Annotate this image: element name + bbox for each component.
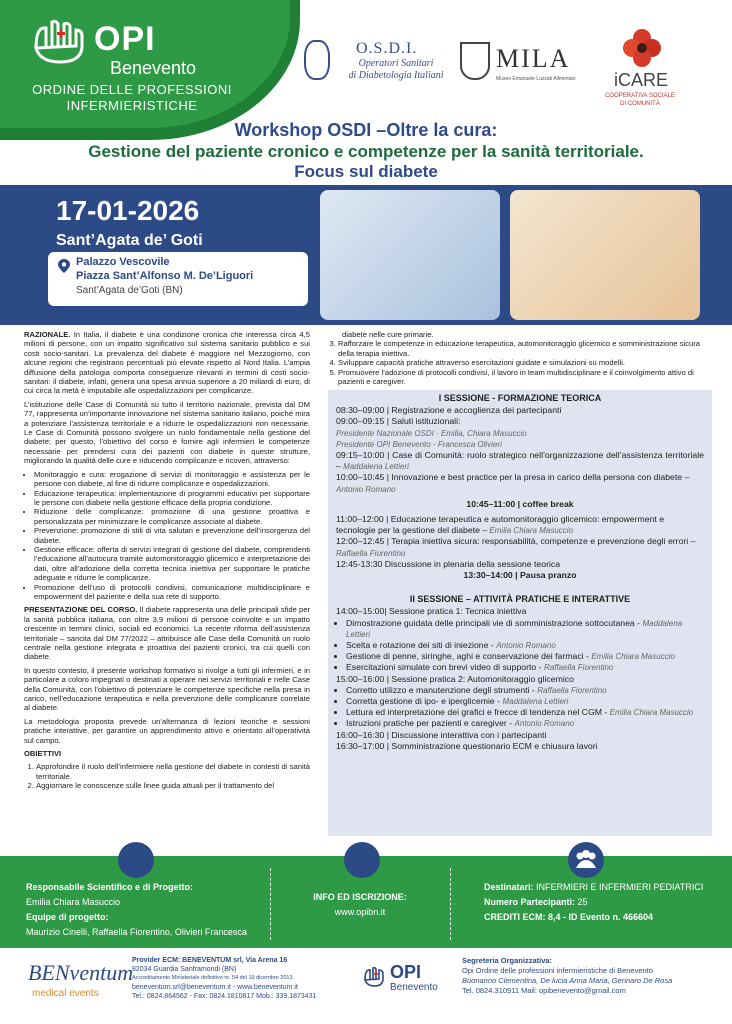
mila-crest-icon bbox=[460, 42, 490, 80]
opi-subtitle: ORDINE DELLE PROFESSIONI INFERMIERISTICHE bbox=[32, 82, 232, 113]
session-2-title: II SESSIONE – ATTIVITÀ PRATICHE E INTERATTIVE bbox=[409, 594, 631, 605]
equipe-label: Equipe di progetto: bbox=[26, 912, 109, 922]
icare-title: iCARE bbox=[614, 70, 669, 90]
destinatari: Destinatari: INFERMIERI E INFERMIERI PEDIATRICI bbox=[484, 882, 704, 892]
list-item: • Riduzione delle complicanze: promozione di una gestione proattiva e personalizzata per minimizzare le complicanze associate al diabete. bbox=[34, 507, 310, 526]
venue-street: Piazza Sant’Alfonso M. De’Liguori bbox=[76, 270, 254, 282]
event-place: Sant’Agata de’ Goti bbox=[56, 232, 203, 249]
list-item: • Corretta gestione di ipo- e iperglicemie - Maddalena Lettieri bbox=[346, 696, 704, 707]
segreteria-info: Segreteria Organizzativa: Opi Ordine delle professioni infermieristiche di Benevento Buonanno Clementina, De lucia Anna Maria, Gennaro De Rosa Tel. 0824.310911 Mail: opibenevento@gmail.com bbox=[462, 956, 673, 995]
razionale-paragraph-2: L’istituzione delle Case di Comunità su tutto il territorio nazionale, prevista dal DM 77, rappresenta un’importante innovazione nel sistema sanitario italiano, poiché mira a potenziare l’assistenza territoriale e a ridurre le ospedalizzazioni non necessarie. Le Case di Comunità possono svolgere un ruolo fondamentale nella gestione del diabete; per questo, l’obiettivo del corso è fornire agli infermieri le competenze necessarie per prendersi cura dei pazienti con diabete in queste strutture, migliorando la qualità delle cure e riducendo complicanze e ricoveri, attraverso: bbox=[24, 399, 310, 466]
crediti-ecm: CREDITI ECM: 8,4 - ID Evento n. 466604 bbox=[484, 912, 654, 922]
list-item: • Prevenzione: promozione di stili di vita salutari e prevenzione dell’insorgenza del diabete. bbox=[34, 526, 310, 545]
healthy-food-photo bbox=[510, 190, 700, 320]
beneventum-subtitle: medical events bbox=[32, 988, 99, 999]
list-item: • Dimostrazione guidata delle principali vie di somministrazione sottocutanea - Maddalena Lettieri bbox=[346, 618, 704, 640]
list-item: • Monitoraggio e cura: erogazione di servizi di monitoraggio e assistenza per le persone con diabete, al fine di ridurre complicanze e ospedalizzazioni. bbox=[34, 470, 310, 489]
footer-divider bbox=[270, 868, 271, 940]
program-row: 12:45-13:30 Discussione in plenaria della sessione teorica bbox=[336, 558, 561, 569]
lunch-break: 13:30–14:00 | Pausa pranzo bbox=[463, 570, 577, 581]
program-row: 08:30–09:00 | Registrazione e accoglienza dei partecipanti bbox=[336, 405, 562, 416]
session-1-title: I SESSIONE - FORMAZIONE TEORICA bbox=[438, 393, 602, 403]
left-column bbox=[24, 330, 310, 791]
venue-name: Palazzo Vescovile bbox=[76, 256, 170, 268]
speaker: Antonio Romano bbox=[336, 484, 396, 494]
speaker: Presidente OPI Benevento - Francesca Olivieri bbox=[336, 439, 502, 449]
info-site-link[interactable]: www.opibn.it bbox=[334, 907, 386, 917]
responsabile-label: Responsabile Scientifico e di Progetto: bbox=[26, 882, 194, 892]
program-row: 11:00–12:00 | Educazione terapeutica e automonitoraggio glicemico: empowerment e tecnologie per la gestione del diabete – Emilia Chiara Masuccio bbox=[336, 514, 665, 536]
list-item: 1. Approfondire il ruolo dell’infermiere nella gestione del diabete in contesti di sanità territoriale. bbox=[36, 762, 310, 781]
list-item: 3. Rafforzare le competenze in educazione terapeutica, automonitoraggio glicemico e somministrazione sicura della terapia iniettiva. bbox=[338, 339, 708, 358]
list-item: • Lettura ed interpretazione dei grafici e frecce di tendenza nel CGM - Emilia Chiara Masuccio bbox=[346, 707, 704, 718]
mila-subtitle: Museo Emanuele Luzzati Alimentari bbox=[496, 76, 576, 82]
program-row: 09:15–10:00 | Case di Comunità: ruolo strategico nell’organizzazione dell’assistenza territoriale – Maddalena Lettieri bbox=[336, 450, 704, 472]
list-item: • Educazione terapeutica: implementazione di programmi educativi per supportare le persone con diabete nella gestione efficace della propria condizione. bbox=[34, 489, 310, 508]
list-item: • Promozione dell’uso di protocolli condivisi, comunicazione multidisciplinare e empowerment del paziente e della sua rete di supporto. bbox=[34, 583, 310, 602]
list-item: • Gestione di penne, siringhe, aghi e conservazione dei farmaci - Emilia Chiara Masuccio bbox=[346, 651, 704, 662]
opi-small-logo: OPI Benevento bbox=[360, 962, 450, 998]
program bbox=[328, 392, 712, 752]
footer-circle bbox=[118, 842, 154, 878]
people-icon bbox=[568, 842, 604, 878]
objectives-continued bbox=[328, 330, 708, 386]
list-item: 2. Aggiornare le conoscenze sulle linee guida attuali per il trattamento del bbox=[36, 781, 310, 790]
opi-logo-text: OPI bbox=[94, 20, 156, 58]
list-item: • Gestione efficace: offerta di servizi integrati di gestione del diabete, comprendenti l’educazione all’autocura tramite automonitoraggio glicemico e interpretazione dei dati, oltre all’adozione della corretta tecnica iniettiva per supportare le pratiche adeguate e ridurre le complicanze. bbox=[34, 545, 310, 583]
obiettivi-heading: OBIETTIVI bbox=[24, 749, 62, 759]
program-row: 16:30–17:00 | Somministrazione questionario ECM e chiusura lavori bbox=[336, 740, 598, 751]
speaker: Presidente Nazionale OSDI - Emilia, Chiara Masuccio bbox=[336, 428, 527, 438]
opi-hands-logo-icon bbox=[30, 18, 90, 66]
event-date: 17-01-2026 bbox=[56, 195, 200, 226]
presentazione-paragraph-3: La metodologia proposta prevede un’alternanza di lezioni teoriche e sessioni pratiche interattive, per garantire un apprendimento attivo e orientato all’operatività sul campo. bbox=[24, 716, 310, 745]
razionale-list bbox=[34, 470, 310, 602]
objective-continuation: diabete nelle cure primarie. bbox=[342, 330, 434, 339]
icare-subtitle: COOPERATIVA SOCIALE DI COMUNITÀ bbox=[605, 93, 675, 107]
numero-partecipanti: Numero Partecipanti: 25 bbox=[484, 897, 588, 907]
practice-2-list bbox=[346, 685, 704, 730]
program-row: 12:00–12:45 | Terapia iniettiva sicura: responsabilità, competenze e prevenzione degli errori – Raffaella Fiorentino bbox=[336, 536, 696, 558]
program-row: 15:00–16:00 | Sessione pratica 2: Automonitoraggio glicemico bbox=[336, 673, 574, 684]
list-item: 5. Promuovere l’adozione di protocolli condivisi, il lavoro in team multidisciplinare e il coinvolgimento attivo di pazienti e caregiver. bbox=[338, 368, 708, 387]
beneventum-logo: BENventum bbox=[28, 960, 134, 985]
osdi-subtitle: Operatori Sanitari di Diabetologia Italiani bbox=[348, 58, 444, 81]
program-row: 09:00–09:15 | Saluti istituzionali: bbox=[336, 416, 461, 427]
program-row: 14:00–15:00| Sessione pratica 1: Tecnica iniettiva bbox=[336, 606, 527, 617]
list-item: • Scelta e rotazione dei siti di iniezione - Antonio Romano bbox=[346, 640, 704, 651]
provider-info: Provider ECM: BENEVENTUM srl, Via Arena 16 82034 Guardia Sanframondi (BN) Accreditamento Ministeriale definitivo nr. 54 del 19 dicembre 2013 beneventum.srl@beneventum.it - www.beneventum.it Tel.: 0824.864562 - Fax: 0824.1810817 Mob.: 339.1873431 bbox=[132, 957, 317, 1000]
practice-1-list bbox=[346, 618, 704, 674]
glucose-meter-photo bbox=[320, 190, 500, 320]
mila-title: MILA bbox=[496, 44, 571, 73]
workshop-title: Workshop OSDI –Oltre la cura: bbox=[234, 120, 498, 140]
footer-circle bbox=[344, 842, 380, 878]
presentazione-paragraph: PRESENTAZIONE DEL CORSO. Il diabete rappresenta una delle principali sfide per la sanità pubblica italiana, con oltre 3,9 milioni di persone coinvolte e un impatto crescente in termini clinici, sociali ed economici. La recente riforma dell’assistenza territoriale – sancita dal DM 77/2022 – attribuisce alle Case della Comunità un ruolo centrale nella gestione integrata e proattiva dei pazienti cronici, tra cui quelli con diabete. bbox=[24, 605, 311, 662]
workshop-focus: Focus sul diabete bbox=[294, 162, 438, 181]
opi-city: Benevento bbox=[110, 58, 197, 78]
location-pin-icon bbox=[56, 258, 72, 274]
info-label: INFO ED ISCRIZIONE: bbox=[313, 892, 407, 902]
razionale-paragraph: RAZIONALE. In Italia, il diabete è una condizione cronica che interessa circa 4,5 milioni di persone, con un impatto significativo sul sistema sanitario pubblico e sui costi socio-sanitari. La prevalenza del diabete è maggiore nel Mezzogiorno, con alcune regioni che registrano percentuali più elevate rispetto al Nord Italia. L’ampia diffusione della patologia comporta conseguenze rilevanti in termini di costi socio-sanitari: il diabete, infatti, genera una spesa annua superiore a 20 miliardi di euro, di cui circa la metà è imputabile alle ospedalizzazioni per complicanze. bbox=[24, 330, 310, 396]
coffee-break: 10:45–11:00 | coffee break bbox=[466, 498, 574, 509]
icare-flower-icon bbox=[622, 28, 662, 68]
list-item: • Esercitazioni simulate con brevi video di supporto - Raffaella Fiorentino bbox=[346, 662, 704, 673]
list-item: • Istruzioni pratiche per pazienti e caregiver - Antonio Romano bbox=[346, 718, 704, 729]
obiettivi-list bbox=[36, 762, 310, 790]
list-item: 4. Sviluppare capacità pratiche attraverso esercitazioni guidate e simulazioni su modelli. bbox=[338, 358, 708, 367]
program-row: 16:00–16:30 | Discussione interattiva con i partecipanti bbox=[336, 729, 547, 740]
workshop-subtitle: Gestione del paziente cronico e competenze per la sanità territoriale. bbox=[88, 142, 644, 161]
presentazione-paragraph-2: In questo contesto, il presente workshop formativo si rivolge a tutti gli infermieri, e in particolare a coloro impegnati o destinati a operare nei servizi territoriali e nelle Case della Comunità, con l’obiettivo di potenziare le competenze specifiche nella presa in carico, nell’educazione terapeutica e nella prevenzione delle complicanze correlate al diabete. bbox=[24, 665, 310, 713]
equipe-names: Maurizio Cinelli, Raffaella Fiorentino, Olivieri Francesca bbox=[26, 927, 247, 937]
osdi-title: O.S.D.I. bbox=[356, 40, 418, 57]
venue-city: Sant’Agata de’Goti (BN) bbox=[76, 285, 183, 296]
program-row: 10:00–10:45 | Innovazione e best practice per la presa in carico della persona con diabete – bbox=[336, 472, 690, 483]
list-item: • Corretto utilizzo e manutenzione degli strumenti - Raffaella Fiorentino bbox=[346, 685, 704, 696]
responsabile-name: Emilia Chiara Masuccio bbox=[26, 897, 121, 907]
footer-divider bbox=[450, 868, 451, 940]
objectives-list-continued bbox=[338, 339, 708, 386]
